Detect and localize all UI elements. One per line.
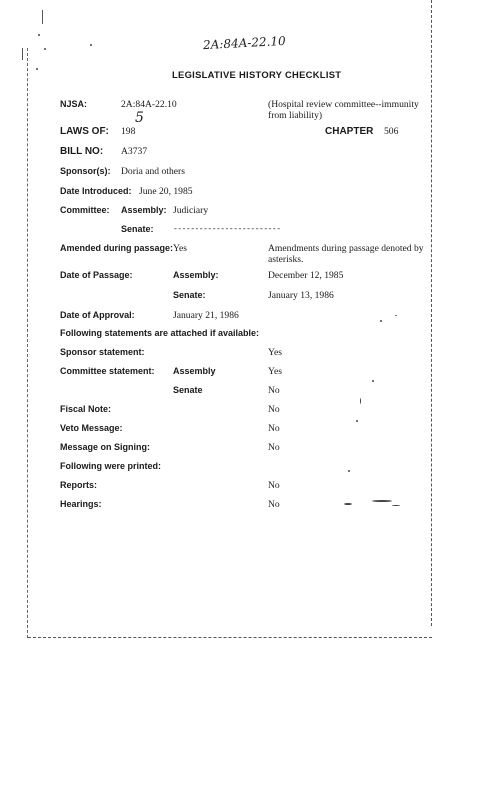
following-attached-heading: Following statements are attached if available: <box>60 328 260 338</box>
committee-assembly-value: Judiciary <box>173 205 209 216</box>
bill-no-value: A3737 <box>121 146 148 157</box>
amended-note: Amendments during passage denoted by asterisks. <box>268 243 424 265</box>
reports-label: Reports: <box>60 480 98 490</box>
handwritten-digit: 5 <box>135 110 144 126</box>
speck <box>90 44 92 46</box>
speck <box>372 380 374 382</box>
njsa-value: 2A:84A-22.10 <box>121 99 177 110</box>
amended-label: Amended during passage: <box>60 243 174 253</box>
left-edge-mark-2 <box>22 48 23 60</box>
date-of-passage-label: Date of Passage: <box>60 270 133 280</box>
reports-value: No <box>268 480 280 491</box>
committee-senate-value: ------------------------- <box>173 225 281 234</box>
passage-senate-value: January 13, 1986 <box>268 290 334 301</box>
passage-senate-label: Senate: <box>173 290 206 300</box>
hearings-label: Hearings: <box>60 499 102 509</box>
date-introduced-value: June 20, 1985 <box>139 186 193 197</box>
speck <box>395 315 397 316</box>
speck <box>38 34 40 36</box>
speck <box>372 500 392 502</box>
fiscal-note-label: Fiscal Note: <box>60 404 112 414</box>
speck <box>356 420 358 422</box>
date-introduced-label: Date Introduced: <box>60 186 132 196</box>
left-edge-mark <box>42 10 43 24</box>
committee-statement-senate-label: Senate <box>173 385 203 395</box>
njsa-description: (Hospital review committee--immunity from liability) <box>268 99 419 121</box>
chapter-label: CHAPTER <box>325 126 374 137</box>
speck <box>392 505 400 506</box>
sponsor-statement-value: Yes <box>268 347 282 358</box>
chapter-value: 506 <box>384 126 399 137</box>
speck <box>348 470 350 472</box>
bill-no-label: BILL NO: <box>60 146 104 157</box>
committee-assembly-label: Assembly: <box>121 205 167 215</box>
passage-assembly-value: December 12, 1985 <box>268 270 344 281</box>
handwritten-citation: 2A:84A-22.10 <box>202 33 286 53</box>
left-border-line <box>27 48 28 638</box>
committee-statement-assembly-label: Assembly <box>173 366 216 376</box>
committee-statement-senate-value: No <box>268 385 280 396</box>
message-on-signing-value: No <box>268 442 280 453</box>
passage-assembly-label: Assembly: <box>173 270 219 280</box>
amended-value: Yes <box>173 243 187 254</box>
hearings-value: No <box>268 499 280 510</box>
veto-message-label: Veto Message: <box>60 423 123 433</box>
sponsors-value: Doria and others <box>121 166 185 177</box>
committee-senate-label: Senate: <box>121 224 154 234</box>
page-title: LEGISLATIVE HISTORY CHECKLIST <box>172 69 342 80</box>
sponsor-statement-label: Sponsor statement: <box>60 347 145 357</box>
following-printed-heading: Following were printed: <box>60 461 161 471</box>
committee-label: Committee: <box>60 205 110 215</box>
speck <box>44 48 46 50</box>
date-of-approval-value: January 21, 1986 <box>173 310 239 321</box>
laws-of-value: 198 <box>121 126 136 137</box>
speck <box>380 320 382 322</box>
njsa-label: NJSA: <box>60 99 88 109</box>
right-border-line <box>431 0 432 626</box>
speck <box>36 68 38 70</box>
veto-message-value: No <box>268 423 280 434</box>
speck <box>344 503 352 505</box>
committee-statement-assembly-value: Yes <box>268 366 282 377</box>
fiscal-note-value: No <box>268 404 280 415</box>
committee-statement-label: Committee statement: <box>60 366 155 376</box>
speck <box>360 398 361 404</box>
date-of-approval-label: Date of Approval: <box>60 310 135 320</box>
sponsors-label: Sponsor(s): <box>60 166 111 176</box>
message-on-signing-label: Message on Signing: <box>60 442 151 452</box>
bottom-border-line <box>28 637 432 638</box>
laws-of-label: LAWS OF: <box>60 126 109 137</box>
